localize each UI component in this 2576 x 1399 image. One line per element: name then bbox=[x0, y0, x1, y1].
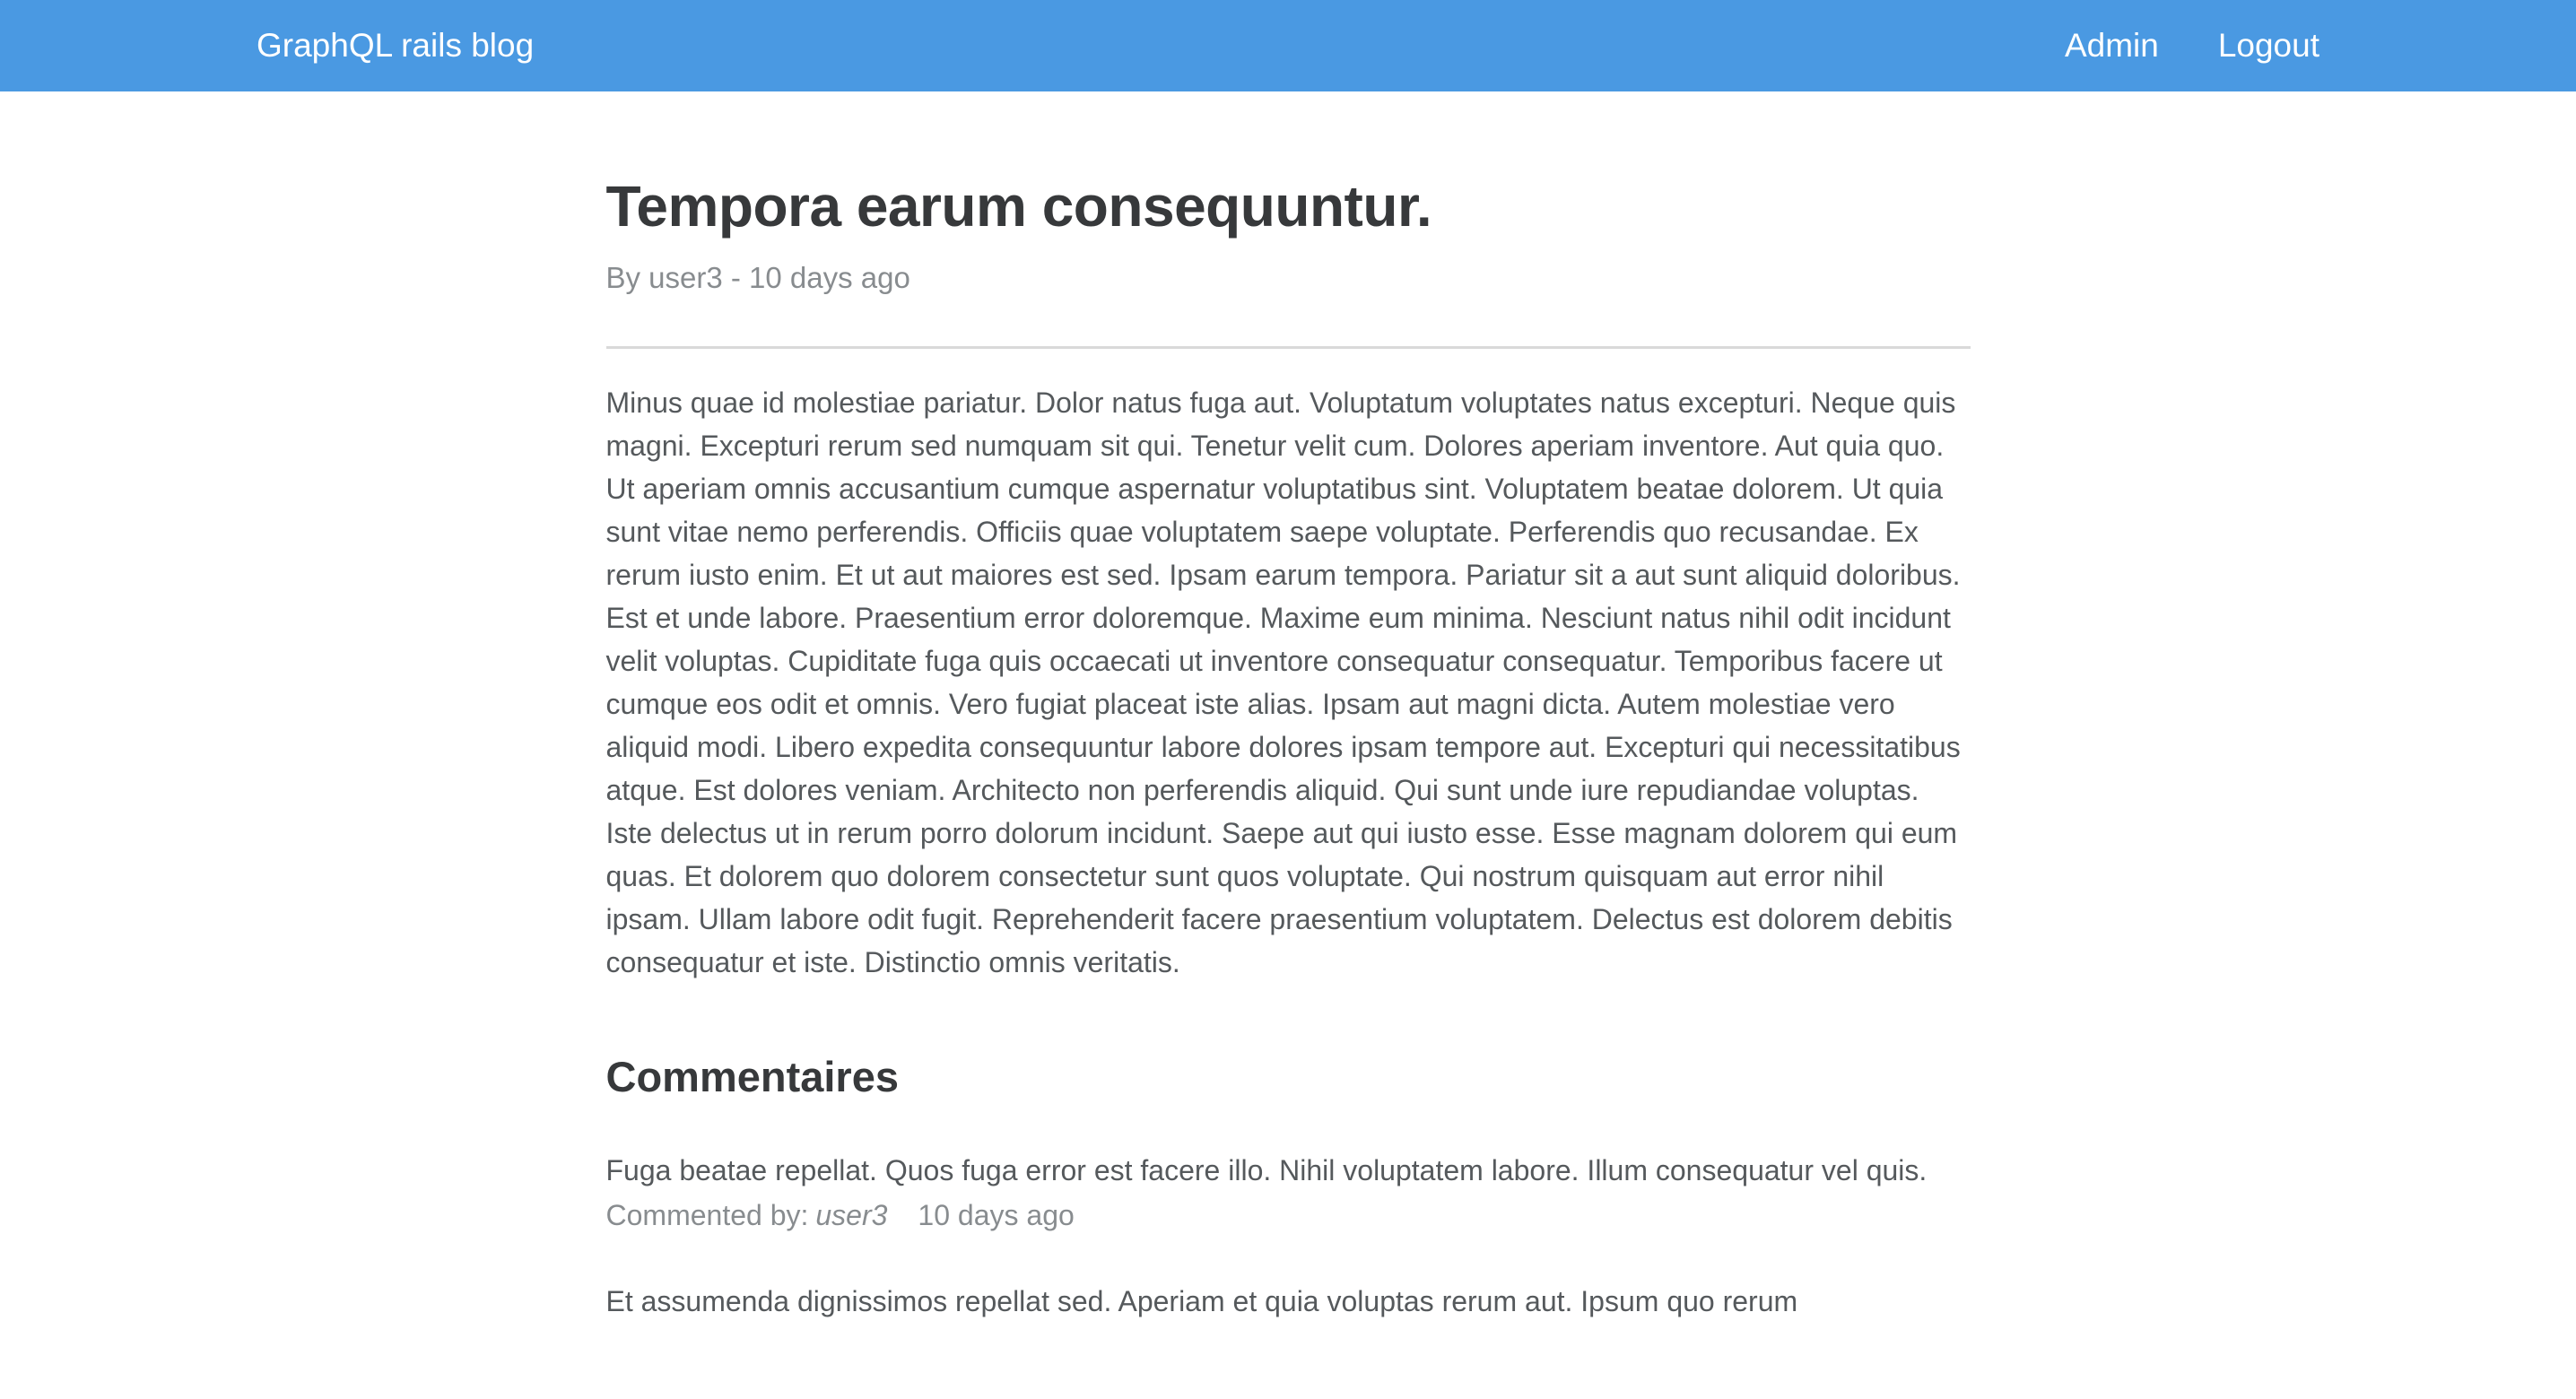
comment-meta bbox=[606, 1197, 1971, 1233]
comment-meta-label: Commented by: bbox=[605, 1199, 809, 1231]
comment-text: Et assumenda dignissimos repellat sed. Aperiam et quia voluptas rerum aut. Ipsum quo rerum bbox=[605, 1285, 1798, 1317]
nav-link-admin[interactable]: Admin bbox=[2064, 27, 2159, 64]
comment bbox=[606, 1149, 1971, 1233]
top-navbar bbox=[0, 0, 2576, 91]
navbar-container bbox=[257, 27, 2319, 65]
comment-author: user3 bbox=[815, 1199, 888, 1231]
nav-link-logout[interactable]: Logout bbox=[2217, 27, 2319, 64]
post-byline: By user3 - 10 days ago bbox=[605, 261, 910, 294]
post-article bbox=[606, 172, 1971, 1323]
navbar-links bbox=[2065, 27, 2319, 65]
post-title: Tempora earum consequuntur. bbox=[605, 174, 1432, 239]
post-body: Minus quae id molestiae pariatur. Dolor natus fuga aut. Voluptatum voluptates natus excepturi. Neque quis magni. Excepturi rerum sed numquam sit qui. Tenetur velit cum. Dolores aperiam inventore. Aut quia quo. Ut aperiam omnis accusantium cumque aspernatur voluptatibus sint. Voluptatem beatae dolorem. Ut quia sunt vitae nemo perferendis. Officiis quae voluptatem saepe voluptate. Perferendis quo recusandae. Ex rerum iusto enim. Et ut aut maiores est sed. Ipsam earum tempora. Pariatur sit a aut sunt aliquid doloribus. Est et unde labore. Praesentium error doloremque. Maxime eum minima. Nesciunt natus nihil odit incidunt velit voluptas. Cupiditate fuga quis occaecati ut inventore consequatur consequatur. Temporibus facere ut cumque eos odit et omnis. Vero fugiat placeat iste alias. Ipsam aut magni dicta. Autem molestiae vero aliquid modi. Libero expedita consequuntur labore dolores ipsam tempore aut. Excepturi qui necessitatibus atque. Est dolores veniam. Architecto non perferendis aliquid. Qui sunt unde iure repudiandae voluptas. Iste delectus ut in rerum porro dolorum incidunt. Saepe aut qui iusto esse. Esse magnam dolorem qui eum quas. Et dolorem quo dolorem consectetur sunt quos voluptate. Qui nostrum quisquam aut error nihil ipsam. Ullam labore odit fugit. Reprehenderit facere praesentium voluptatem. Delectus est dolorem debitis consequatur et iste. Distinctio omnis veritatis. bbox=[605, 387, 1961, 978]
comments-heading: Commentaires bbox=[605, 1053, 899, 1100]
comment-timestamp: 10 days ago bbox=[918, 1199, 1075, 1231]
comment bbox=[606, 1280, 1971, 1323]
comment-text: Fuga beatae repellat. Quos fuga error est facere illo. Nihil voluptatem labore. Illum consequatur vel quis. bbox=[605, 1154, 1928, 1186]
brand-link[interactable]: GraphQL rails blog bbox=[257, 27, 535, 64]
post-divider bbox=[606, 346, 1971, 349]
